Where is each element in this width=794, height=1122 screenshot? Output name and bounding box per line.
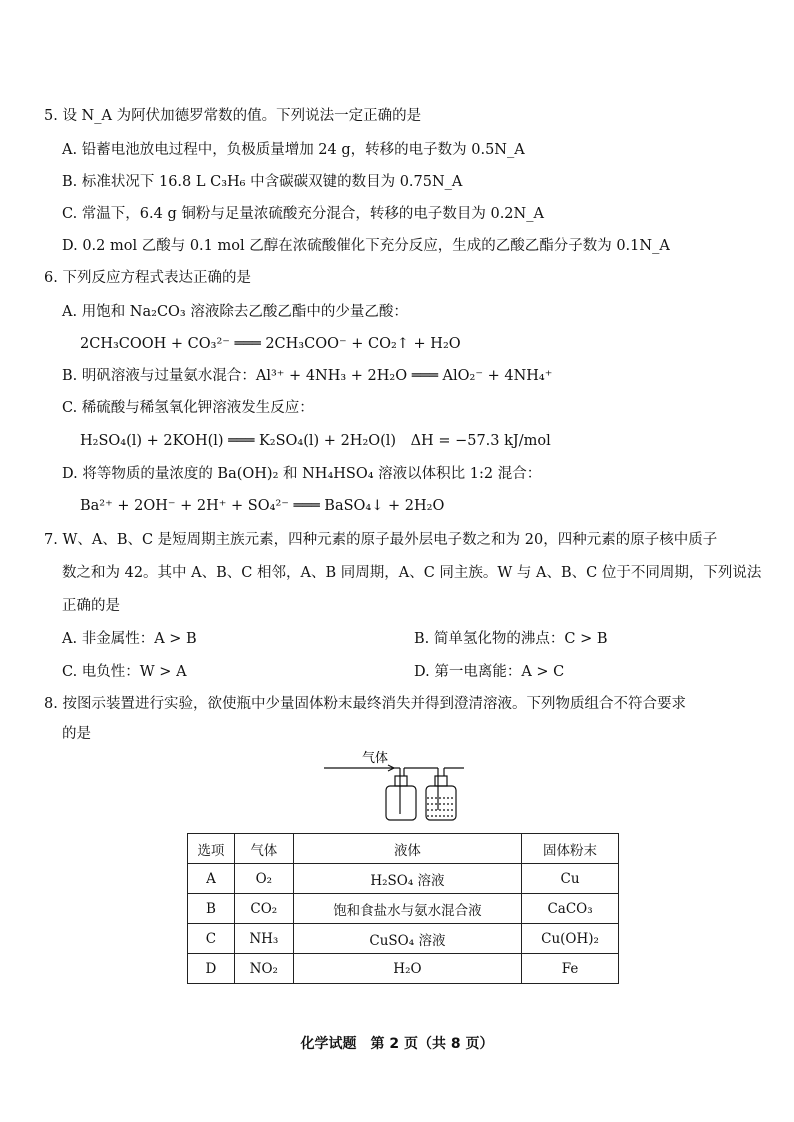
table-row <box>188 954 619 984</box>
table-row <box>188 924 619 954</box>
q7-option-a: A. 非金属性：A > B <box>62 631 197 647</box>
q6-equation-d: Ba²⁺ + 2OH⁻ + 2H⁺ + SO₄²⁻ ═══ BaSO₄↓ + 2H₂O <box>80 498 445 514</box>
table-cell: CO₂ <box>234 894 293 924</box>
q8-stem-line2: 的是 <box>62 726 91 742</box>
table-row <box>188 864 619 894</box>
bottle-1 <box>386 768 416 820</box>
q5-stem: 5. 设 N_A 为阿伏加德罗常数的值。下列说法一定正确的是 <box>44 108 422 124</box>
table-cell: NO₂ <box>234 954 293 984</box>
q8-stem-line1: 8. 按图示装置进行实验，欲使瓶中少量固体粉末最终消失并得到澄清溶液。下列物质组合不符合要求 <box>44 696 686 712</box>
q7-stem-line2: 数之和为 42。其中 A、B、C 相邻，A、B 同周期，A、C 同主族。W 与 A、B、C 位于不同周期，下列说法 <box>62 565 762 581</box>
table-cell: Fe <box>522 954 619 984</box>
gas-label: 气体 <box>362 751 389 766</box>
table-cell: D <box>188 954 235 984</box>
page-footer: 化学试题 第 2 页（共 8 页） <box>300 1036 494 1052</box>
table-cell: 饱和食盐水与氨水混合液 <box>293 894 521 924</box>
q6-option-c: C. 稀硫酸与稀氢氧化钾溶液发生反应： <box>62 400 314 416</box>
q5-option-c: C. 常温下，6.4 g 铜粉与足量浓硫酸充分混合，转移的电子数目为 0.2N_A <box>62 206 544 222</box>
q7-stem-line1: 7. W、A、B、C 是短周期主族元素，四种元素的原子最外层电子数之和为 20，四种元素的原子核中质子 <box>44 532 718 548</box>
table-row <box>188 894 619 924</box>
table-cell: Cu(OH)₂ <box>522 924 619 954</box>
table-cell: B <box>188 894 235 924</box>
table-cell: NH₃ <box>234 924 293 954</box>
table-cell: O₂ <box>234 864 293 894</box>
table-cell: CaCO₃ <box>522 894 619 924</box>
header-liquid: 液体 <box>293 834 521 864</box>
q6-equation-c: H₂SO₄(l) + 2KOH(l) ═══ K₂SO₄(l) + 2H₂O(l) ΔH = −57.3 kJ/mol <box>80 433 551 449</box>
q6-stem: 6. 下列反应方程式表达正确的是 <box>44 270 251 286</box>
table-cell: H₂SO₄ 溶液 <box>293 864 521 894</box>
q6-option-a: A. 用饱和 Na₂CO₃ 溶液除去乙酸乙酯中的少量乙酸： <box>62 304 408 320</box>
q8-options-table <box>187 833 619 984</box>
q5-option-b: B. 标准状况下 16.8 L C₃H₆ 中含碳碳双键的数目为 0.75N_A <box>62 174 463 190</box>
q7-stem-line3: 正确的是 <box>62 598 120 614</box>
q7-option-b: B. 简单氢化物的沸点：C > B <box>414 631 608 647</box>
bottle-2 <box>426 768 464 820</box>
header-option: 选项 <box>188 834 235 864</box>
table-cell: A <box>188 864 235 894</box>
q6-equation-a: 2CH₃COOH + CO₃²⁻ ═══ 2CH₃COO⁻ + CO₂↑ + H₂O <box>80 336 461 352</box>
q7-option-d: D. 第一电离能：A > C <box>414 664 565 680</box>
table-cell: Cu <box>522 864 619 894</box>
q6-option-d: D. 将等物质的量浓度的 Ba(OH)₂ 和 NH₄HSO₄ 溶液以体积比 1:2 混合： <box>62 466 542 482</box>
q6-option-b: B. 明矾溶液与过量氨水混合：Al³⁺ + 4NH₃ + 2H₂O ═══ AlO₂⁻ + 4NH₄⁺ <box>62 368 553 384</box>
header-gas: 气体 <box>234 834 293 864</box>
table-cell: C <box>188 924 235 954</box>
table-cell: H₂O <box>293 954 521 984</box>
header-solid: 固体粉末 <box>522 834 619 864</box>
apparatus-diagram <box>322 748 472 824</box>
table-cell: CuSO₄ 溶液 <box>293 924 521 954</box>
q7-option-c: C. 电负性：W > A <box>62 664 187 680</box>
q5-option-a: A. 铅蓄电池放电过程中，负极质量增加 24 g，转移的电子数为 0.5N_A <box>62 142 525 158</box>
q5-option-d: D. 0.2 mol 乙酸与 0.1 mol 乙醇在浓硫酸催化下充分反应，生成的乙酸乙酯分子数为 0.1N_A <box>62 238 670 254</box>
table-header-row <box>188 834 619 864</box>
